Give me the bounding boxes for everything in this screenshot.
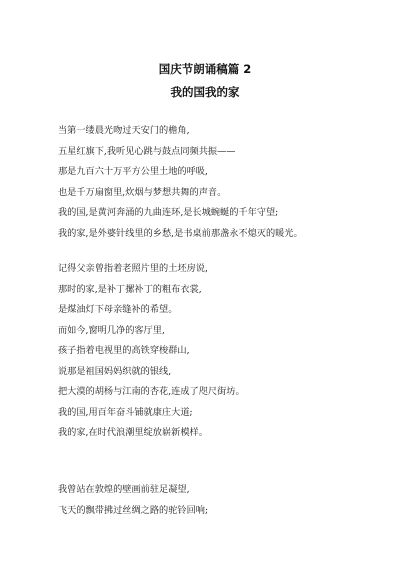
- poem-line: 飞天的飘带拂过丝绸之路的驼铃回响;: [58, 504, 209, 516]
- poem-title: 我的国我的家: [170, 85, 240, 99]
- poem-line: 孩子指着电视里的高铁穿梭群山,: [58, 345, 190, 356]
- stanza-3: [58, 480, 388, 521]
- poem-line: 而如今,窗明几净的客厅里,: [58, 324, 165, 336]
- poem-line: 我的家,在时代浪潮里绽放崭新模样。: [58, 427, 208, 438]
- poem-line: 我的国,用百年奋斗铺就康庄大道;: [58, 406, 193, 418]
- poem-line: 那是九百六十万平方公里土地的呼吸,: [58, 166, 208, 177]
- poem-line: 五星红旗下,我听见心跳与鼓点同频共振——: [58, 145, 236, 157]
- poem-line: 是煤油灯下母亲缝补的希望。: [58, 304, 178, 315]
- poem-line: 我曾站在敦煌的壁画前驻足凝望,: [58, 484, 190, 495]
- document-title: 国庆节朗诵稿篇 2: [158, 62, 252, 76]
- poem-line: 记得父亲曾指着老照片里的土坯房说,: [58, 263, 208, 274]
- stanza-2: [58, 259, 388, 444]
- poem-line: 我的国,是黄河奔涌的九曲连环,是长城蜿蜒的千年守望;: [58, 207, 279, 218]
- stanza-1: [58, 121, 388, 244]
- poem-line: 那时的家,是补丁摞补丁的粗布衣裳,: [58, 283, 202, 295]
- poem-line: 我的家,是外婆针线里的乡愁,是书桌前那盏永不熄灭的暖光。: [58, 227, 303, 239]
- poem-line: 说那是祖国妈妈织就的银线,: [58, 365, 172, 377]
- poem-line: 把大漠的胡杨与江南的杏花,连成了咫尺街坊。: [58, 386, 245, 397]
- poem-line: 也是千万扇窗里,炊烟与梦想共舞的声音。: [58, 186, 227, 198]
- poem-line: 当第一缕晨光吻过天安门的檐角,: [58, 125, 190, 136]
